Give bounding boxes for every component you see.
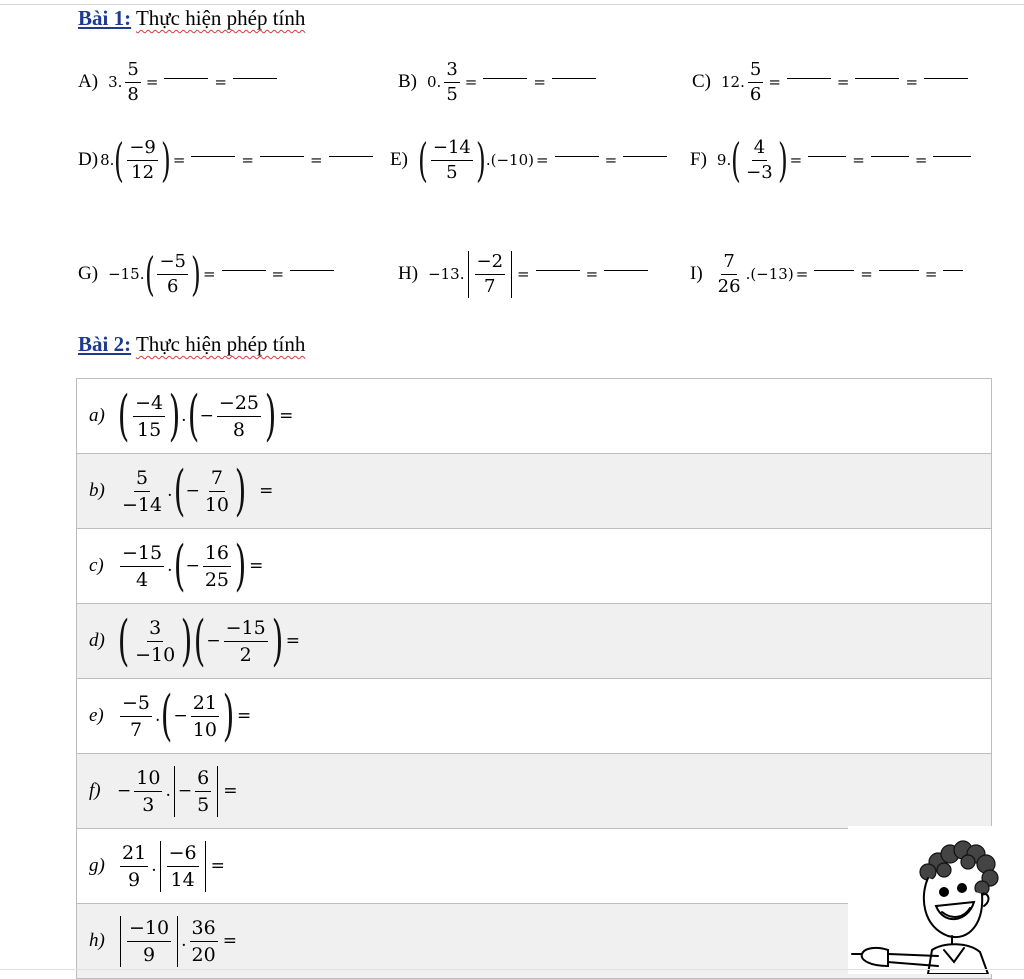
label-1c: C) <box>692 71 711 92</box>
num-1b: 3 <box>444 59 459 83</box>
blank[interactable] <box>814 270 854 271</box>
paren-close: ) <box>168 384 181 447</box>
eq-f: = <box>223 781 238 801</box>
den-e1: 7 <box>129 718 143 741</box>
num-b2: 7 <box>209 466 225 492</box>
coef-1h: −13. <box>428 265 465 283</box>
blank[interactable] <box>787 78 831 79</box>
fraction-1h <box>475 251 506 298</box>
bai2-heading <box>78 332 305 357</box>
paren-open: ( <box>161 684 173 747</box>
fraction-d2 <box>224 616 268 667</box>
label-1f: F) <box>690 149 707 170</box>
dot-a: . <box>181 406 187 426</box>
num-a1: −4 <box>133 391 165 417</box>
row-label-d: d) <box>89 630 105 651</box>
lead-minus-f: − <box>117 781 132 801</box>
fraction-1d <box>127 137 158 184</box>
eq-1g: = <box>271 265 285 283</box>
num-1h: −2 <box>475 251 506 275</box>
eq-1i: = <box>860 265 873 283</box>
exercise-1b <box>398 52 600 112</box>
minus-c: − <box>185 556 200 576</box>
blank[interactable] <box>933 156 971 157</box>
eq-1e: = <box>535 151 549 169</box>
num-1d: −9 <box>127 137 158 161</box>
exercise-1i <box>690 244 967 304</box>
fraction-a2 <box>217 391 261 442</box>
label-1e: E) <box>390 149 408 170</box>
eq-1b: = <box>533 73 546 91</box>
blank[interactable] <box>483 78 527 79</box>
num-d1: 3 <box>147 616 163 642</box>
num-g1: 21 <box>120 841 148 867</box>
label-1b: B) <box>398 71 417 92</box>
table-row-d <box>77 604 991 679</box>
paren-open: ( <box>144 247 155 301</box>
num-1c: 5 <box>748 59 763 83</box>
paren-close: ) <box>180 609 193 672</box>
eq-1d: = <box>172 151 186 169</box>
minus-f: − <box>177 781 193 801</box>
expression-g <box>117 841 227 892</box>
blank[interactable] <box>871 156 909 157</box>
num-1f: 4 <box>752 137 767 161</box>
fraction-1f <box>744 137 775 184</box>
paren-close: ) <box>234 459 247 522</box>
paren-open: ( <box>187 384 199 447</box>
blank[interactable] <box>290 270 334 271</box>
paren-open: ( <box>194 609 206 672</box>
absolute-value-g <box>160 841 206 892</box>
num-h2: 36 <box>190 916 218 942</box>
fraction-h1 <box>127 916 171 967</box>
fraction-e2 <box>191 691 219 742</box>
row-label-c: c) <box>89 555 104 576</box>
blank[interactable] <box>552 78 596 79</box>
tail-1e: .(−10) <box>485 151 534 169</box>
dot-e: . <box>155 706 161 726</box>
top-rule <box>0 4 1024 5</box>
coef-1g: −15. <box>108 265 145 283</box>
blank[interactable] <box>879 270 919 271</box>
table-row-c <box>77 529 991 604</box>
paren-close: ) <box>234 534 247 597</box>
paren-open: ( <box>117 609 130 672</box>
den-1f: −3 <box>746 161 773 183</box>
paren-open: ( <box>117 384 130 447</box>
fraction-e1 <box>120 691 152 742</box>
fraction-b1 <box>120 466 164 517</box>
table-row-a <box>77 379 991 454</box>
den-1c: 6 <box>749 83 762 105</box>
fraction-b2 <box>203 466 231 517</box>
expression-b <box>117 459 275 522</box>
fraction-c2 <box>203 541 231 592</box>
minus-d: − <box>206 631 221 651</box>
row-label-h: h) <box>89 930 105 951</box>
blank[interactable] <box>191 156 235 157</box>
eq-1i: = <box>924 265 938 283</box>
paren-close: ) <box>222 684 235 747</box>
eq-1a: = <box>145 73 159 91</box>
paren-close: ) <box>264 384 277 447</box>
exercise-1a <box>78 52 281 112</box>
exercise-1c <box>692 52 972 112</box>
exercise-1h <box>398 244 652 304</box>
minus-a: − <box>199 406 214 426</box>
dot-f: . <box>165 781 171 801</box>
eq-1c: = <box>768 73 781 91</box>
eq-1c: = <box>836 73 850 91</box>
den-d1: −10 <box>135 643 176 666</box>
exercise-1e <box>390 130 671 190</box>
eq-g: = <box>210 856 225 876</box>
fraction-1e <box>431 137 473 184</box>
num-1i: 7 <box>721 251 736 275</box>
coef-1d: 8. <box>100 151 115 169</box>
expression-e <box>117 684 253 747</box>
coef-1b: 0. <box>427 73 442 91</box>
blank[interactable] <box>536 270 580 271</box>
row-label-g: g) <box>89 855 105 876</box>
dot-g: . <box>151 856 157 876</box>
num-b1: 5 <box>134 466 150 492</box>
paren-close: ) <box>777 133 788 187</box>
den-a2: 8 <box>232 418 245 441</box>
paren-open: ( <box>417 133 428 187</box>
absolute-value-f <box>174 766 218 817</box>
den-a1: 15 <box>136 418 162 441</box>
coef-1c: 12. <box>721 73 745 91</box>
bai2-label: Bài 2: <box>78 332 132 356</box>
fraction-1c <box>748 59 763 106</box>
eq-1b: = <box>464 73 478 91</box>
fraction-f1 <box>134 766 162 817</box>
den-1h: 7 <box>484 275 496 297</box>
bai2-title: Thực hiện phép tính <box>135 332 306 356</box>
label-1d: D) <box>78 149 99 170</box>
num-h1: −10 <box>127 916 171 942</box>
expression-c <box>117 534 265 597</box>
dot-b: . <box>167 481 173 501</box>
den-g1: 9 <box>128 868 141 891</box>
eq-1i: = <box>795 265 809 283</box>
num-1e: −14 <box>431 137 473 161</box>
paren-close: ) <box>271 609 284 672</box>
paren-open: ( <box>114 133 125 187</box>
dot-c: . <box>167 556 173 576</box>
blank[interactable] <box>222 270 266 271</box>
paren-close: ) <box>191 247 201 301</box>
num-c2: 16 <box>203 541 231 567</box>
cartoon-boy-drawing <box>848 826 1024 974</box>
den-1d: 12 <box>131 161 155 183</box>
eq-1h: = <box>585 265 599 283</box>
minus-e: − <box>173 706 188 726</box>
expression-h <box>117 916 239 967</box>
fraction-g1 <box>120 841 148 892</box>
fraction-1g <box>157 251 188 298</box>
den-1e: 5 <box>446 161 458 183</box>
eq-1h: = <box>517 265 530 283</box>
fraction-a1 <box>133 391 165 442</box>
table-row-b <box>77 454 991 529</box>
fraction-1b <box>444 59 459 106</box>
table-row-f <box>77 754 991 829</box>
eq-1a: = <box>214 73 227 91</box>
den-b1: −14 <box>122 493 163 516</box>
bai1-title: Thực hiện phép tính <box>135 6 306 30</box>
den-d2: 2 <box>239 643 252 666</box>
eq-1e: = <box>604 151 618 169</box>
label-1a: A) <box>78 71 99 92</box>
num-f1: 10 <box>134 766 162 792</box>
minus-b: − <box>185 481 200 501</box>
bottom-rule <box>0 969 1024 970</box>
den-e2: 10 <box>192 718 217 741</box>
bai1-label: Bài 1: <box>78 6 132 30</box>
dot-h: . <box>181 931 187 951</box>
blank[interactable] <box>164 78 208 79</box>
den-1a: 8 <box>127 83 139 105</box>
label-1g: G) <box>78 263 99 284</box>
eq-h: = <box>222 931 237 951</box>
exercise-1d <box>78 130 377 190</box>
den-f2: 5 <box>197 793 210 816</box>
exercise-1f <box>690 130 975 190</box>
blank[interactable] <box>260 156 304 157</box>
blank[interactable] <box>855 78 899 79</box>
den-c2: 25 <box>204 568 230 591</box>
fraction-g2 <box>167 841 199 892</box>
num-e2: 21 <box>191 691 219 717</box>
blank[interactable] <box>943 270 963 271</box>
blank[interactable] <box>604 270 648 271</box>
num-f2: 6 <box>195 766 211 792</box>
expression-a <box>117 384 295 447</box>
fraction-f2 <box>195 766 211 817</box>
expression-d <box>117 609 302 672</box>
fraction-d1 <box>133 616 177 667</box>
den-1i: 26 <box>717 275 741 297</box>
paren-open: ( <box>731 133 742 187</box>
num-1g: −5 <box>157 251 188 275</box>
eq-d: = <box>285 631 301 651</box>
eq-1c: = <box>905 73 919 91</box>
den-g2: 14 <box>170 868 195 891</box>
label-1h: H) <box>398 263 419 284</box>
eq-1f: = <box>852 151 865 169</box>
den-h1: 9 <box>143 943 156 966</box>
den-c1: 4 <box>136 568 149 591</box>
tail-1i: .(−13) <box>745 265 794 283</box>
den-1b: 5 <box>446 83 458 105</box>
num-d2: −15 <box>224 616 268 642</box>
eq-1d: = <box>309 151 323 169</box>
num-g2: −6 <box>167 841 199 867</box>
den-b2: 10 <box>204 493 230 516</box>
coef-1a: 3. <box>108 73 123 91</box>
blank[interactable] <box>233 78 277 79</box>
exercise-1g <box>78 244 338 304</box>
eq-e: = <box>237 706 252 726</box>
fraction-c1 <box>120 541 164 592</box>
blank[interactable] <box>623 156 667 157</box>
eq-a: = <box>279 406 294 426</box>
eq-b: = <box>259 481 274 501</box>
label-1i: I) <box>690 263 703 284</box>
absolute-value-h <box>120 916 178 967</box>
den-f1: 3 <box>142 793 155 816</box>
den-h2: 20 <box>191 943 216 966</box>
paren-open: ( <box>173 534 185 597</box>
eq-1d: = <box>241 151 254 169</box>
blank[interactable] <box>924 78 968 79</box>
eq-1g: = <box>202 265 216 283</box>
num-e1: −5 <box>120 691 152 717</box>
eq-1f: = <box>789 151 803 169</box>
absolute-value-1h <box>468 251 513 298</box>
eq-1f: = <box>914 151 928 169</box>
den-1g: 6 <box>167 275 179 297</box>
paren-close: ) <box>160 133 171 187</box>
fraction-h2 <box>190 916 218 967</box>
cartoon-boy-illustration <box>848 826 1024 974</box>
blank[interactable] <box>329 156 373 157</box>
expression-f <box>117 766 239 817</box>
coef-1f: 9. <box>716 151 732 169</box>
table-row-e <box>77 679 991 754</box>
fraction-1a <box>125 59 140 106</box>
row-label-f: f) <box>89 780 101 801</box>
row-label-b: b) <box>89 480 105 501</box>
eq-c: = <box>249 556 264 576</box>
num-c1: −15 <box>120 541 164 567</box>
paren-open: ( <box>173 459 185 522</box>
bai1-heading <box>78 6 305 31</box>
blank[interactable] <box>555 156 599 157</box>
row-label-e: e) <box>89 705 104 726</box>
paren-close: ) <box>475 133 486 187</box>
num-a2: −25 <box>217 391 261 417</box>
row-label-a: a) <box>89 405 105 426</box>
blank[interactable] <box>808 156 846 157</box>
fraction-1i <box>716 251 743 298</box>
num-1a: 5 <box>125 59 140 83</box>
